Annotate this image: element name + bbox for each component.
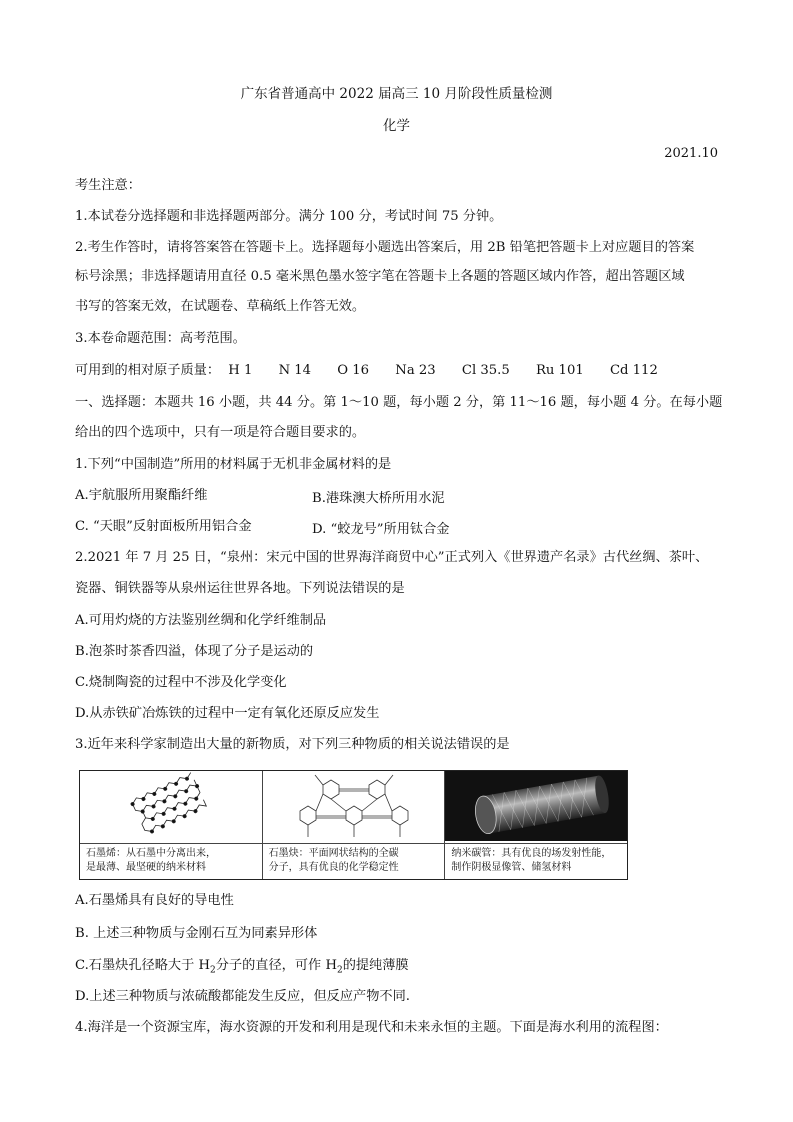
nanotube-caption <box>445 843 627 879</box>
q1-option-c: C. “天眼”反射面板所用铝合金 <box>75 519 252 534</box>
q3-option-c-part-1: C.石墨炔孔径略大于 H <box>75 958 211 973</box>
q1-option-a: A.宇航服所用聚酯纤维 <box>75 488 208 503</box>
notice-item-2-line-3: 书写的答案无效，在试题卷、草稿纸上作答无效。 <box>75 299 366 314</box>
subscript-2: 2 <box>336 965 343 976</box>
q1-stem: 1.下列“中国制造”所用的材料属于无机非金属材料的是 <box>75 457 392 472</box>
q1-option-d: D. “蛟龙号”所用钛合金 <box>312 522 450 537</box>
graphene-image <box>80 771 262 841</box>
notice-heading: 考生注意： <box>75 178 141 193</box>
atomic-mass-item: O 16 <box>337 363 370 378</box>
q1-option-b: B.港珠澳大桥所用水泥 <box>312 491 445 506</box>
atomic-mass-item: Cl 35.5 <box>461 363 510 378</box>
notice-item-2-line-1: 2.考生作答时，请将答案答在答题卡上。选择题每小题选出答案后，用 2B 铅笔把答题卡上对应题目的答案 <box>75 240 695 255</box>
graphene-caption-line-2: 是最薄、最坚硬的纳米材料 <box>86 862 206 873</box>
q2-option-a: A.可用灼烧的方法鉴别丝绸和化学纤维制品 <box>75 613 327 628</box>
q3-option-c <box>75 957 409 980</box>
nanotube-cell <box>445 771 627 879</box>
q3-option-a: A.石墨烯具有良好的导电性 <box>75 893 234 908</box>
atomic-masses-label: 可用到的相对原子质量： <box>75 363 221 378</box>
graphyne-caption-line-2: 分子，具有优良的化学稳定性 <box>268 862 399 873</box>
notice-item-1: 1.本试卷分选择题和非选择题两部分。满分 100 分，考试时间 75 分钟。 <box>75 209 503 224</box>
q3-option-c-part-3: 的提纯薄膜 <box>342 958 409 973</box>
atomic-mass-item: Cd 112 <box>609 363 658 378</box>
subject-title: 化学 <box>383 118 410 134</box>
nanotube-caption-line-1: 纳米碳管：具有优良的场发射性能， <box>451 848 612 859</box>
q3-option-d: D.上述三种物质与浓硫酸都能发生反应，但反应产物不同. <box>75 989 410 1004</box>
q3-option-c-part-2: 分子的直径，可作 H <box>215 958 337 973</box>
q4-stem: 4.海洋是一个资源宝库，海水资源的开发和利用是现代和未来永恒的主题。下面是海水利用的流程图： <box>75 1020 668 1035</box>
section1-line-2: 给出的四个选项中，只有一项是符合题目要求的。 <box>75 425 366 440</box>
atomic-mass-item: Ru 101 <box>535 363 584 378</box>
graphyne-cell <box>263 771 446 879</box>
graphene-cell <box>80 771 263 879</box>
notice-item-2-line-2: 标号涂黑；非选择题请用直径 0.5 毫米黑色墨水签字笔在答题卡上各题的答题区域内作答，超出答题区域 <box>75 269 685 284</box>
subscript-2: 2 <box>210 965 216 976</box>
exam-title: 广东省普通高中 2022 届高三 10 月阶段性质量检测 <box>240 86 553 102</box>
notice-item-3: 3.本卷命题范围：高考范围。 <box>75 331 246 346</box>
graphene-caption <box>80 843 262 879</box>
atomic-mass-item: Na 23 <box>395 363 436 378</box>
q3-stem: 3.近年来科学家制造出大量的新物质，对下列三种物质的相关说法错误的是 <box>75 737 510 752</box>
q2-option-d: D.从赤铁矿冶炼铁的过程中一定有氧化还原反应发生 <box>75 706 380 721</box>
q2-stem-line-2: 瓷器、铜铁器等从泉州运往世界各地。下列说法错误的是 <box>75 581 405 596</box>
graphyne-caption <box>263 843 445 879</box>
nanotube-caption-line-2: 制作阴极显像管、储氢材料 <box>451 862 572 873</box>
section1-line-1: 一、选择题：本题共 16 小题，共 44 分。第 1～10 题，每小题 2 分，第 11～16 题，每小题 4 分。在每小题 <box>75 395 723 410</box>
q2-stem-line-1: 2.2021 年 7 月 25 日，“泉州：宋元中国的世界海洋商贸中心”正式列入《世界遗产名录》古代丝绸、茶叶、 <box>75 550 709 565</box>
graphyne-image <box>263 771 445 841</box>
exam-date: 2021.10 <box>664 146 718 161</box>
atomic-mass-item: H 1 <box>228 363 253 378</box>
atomic-masses <box>75 362 680 380</box>
materials-figure-table <box>79 770 628 880</box>
graphene-caption-line-1: 石墨烯：从石墨中分离出来， <box>86 848 216 859</box>
carbon-nanotube-image <box>445 771 627 841</box>
atomic-mass-item: N 14 <box>278 363 312 378</box>
q3-option-b: B. 上述三种物质与金刚石互为同素异形体 <box>75 926 318 941</box>
q2-option-c: C.烧制陶瓷的过程中不涉及化学变化 <box>75 675 287 690</box>
q2-option-b: B.泡茶时茶香四溢，体现了分子是运动的 <box>75 644 314 659</box>
graphyne-caption-line-1: 石墨炔：平面网状结构的全碳 <box>268 848 399 859</box>
